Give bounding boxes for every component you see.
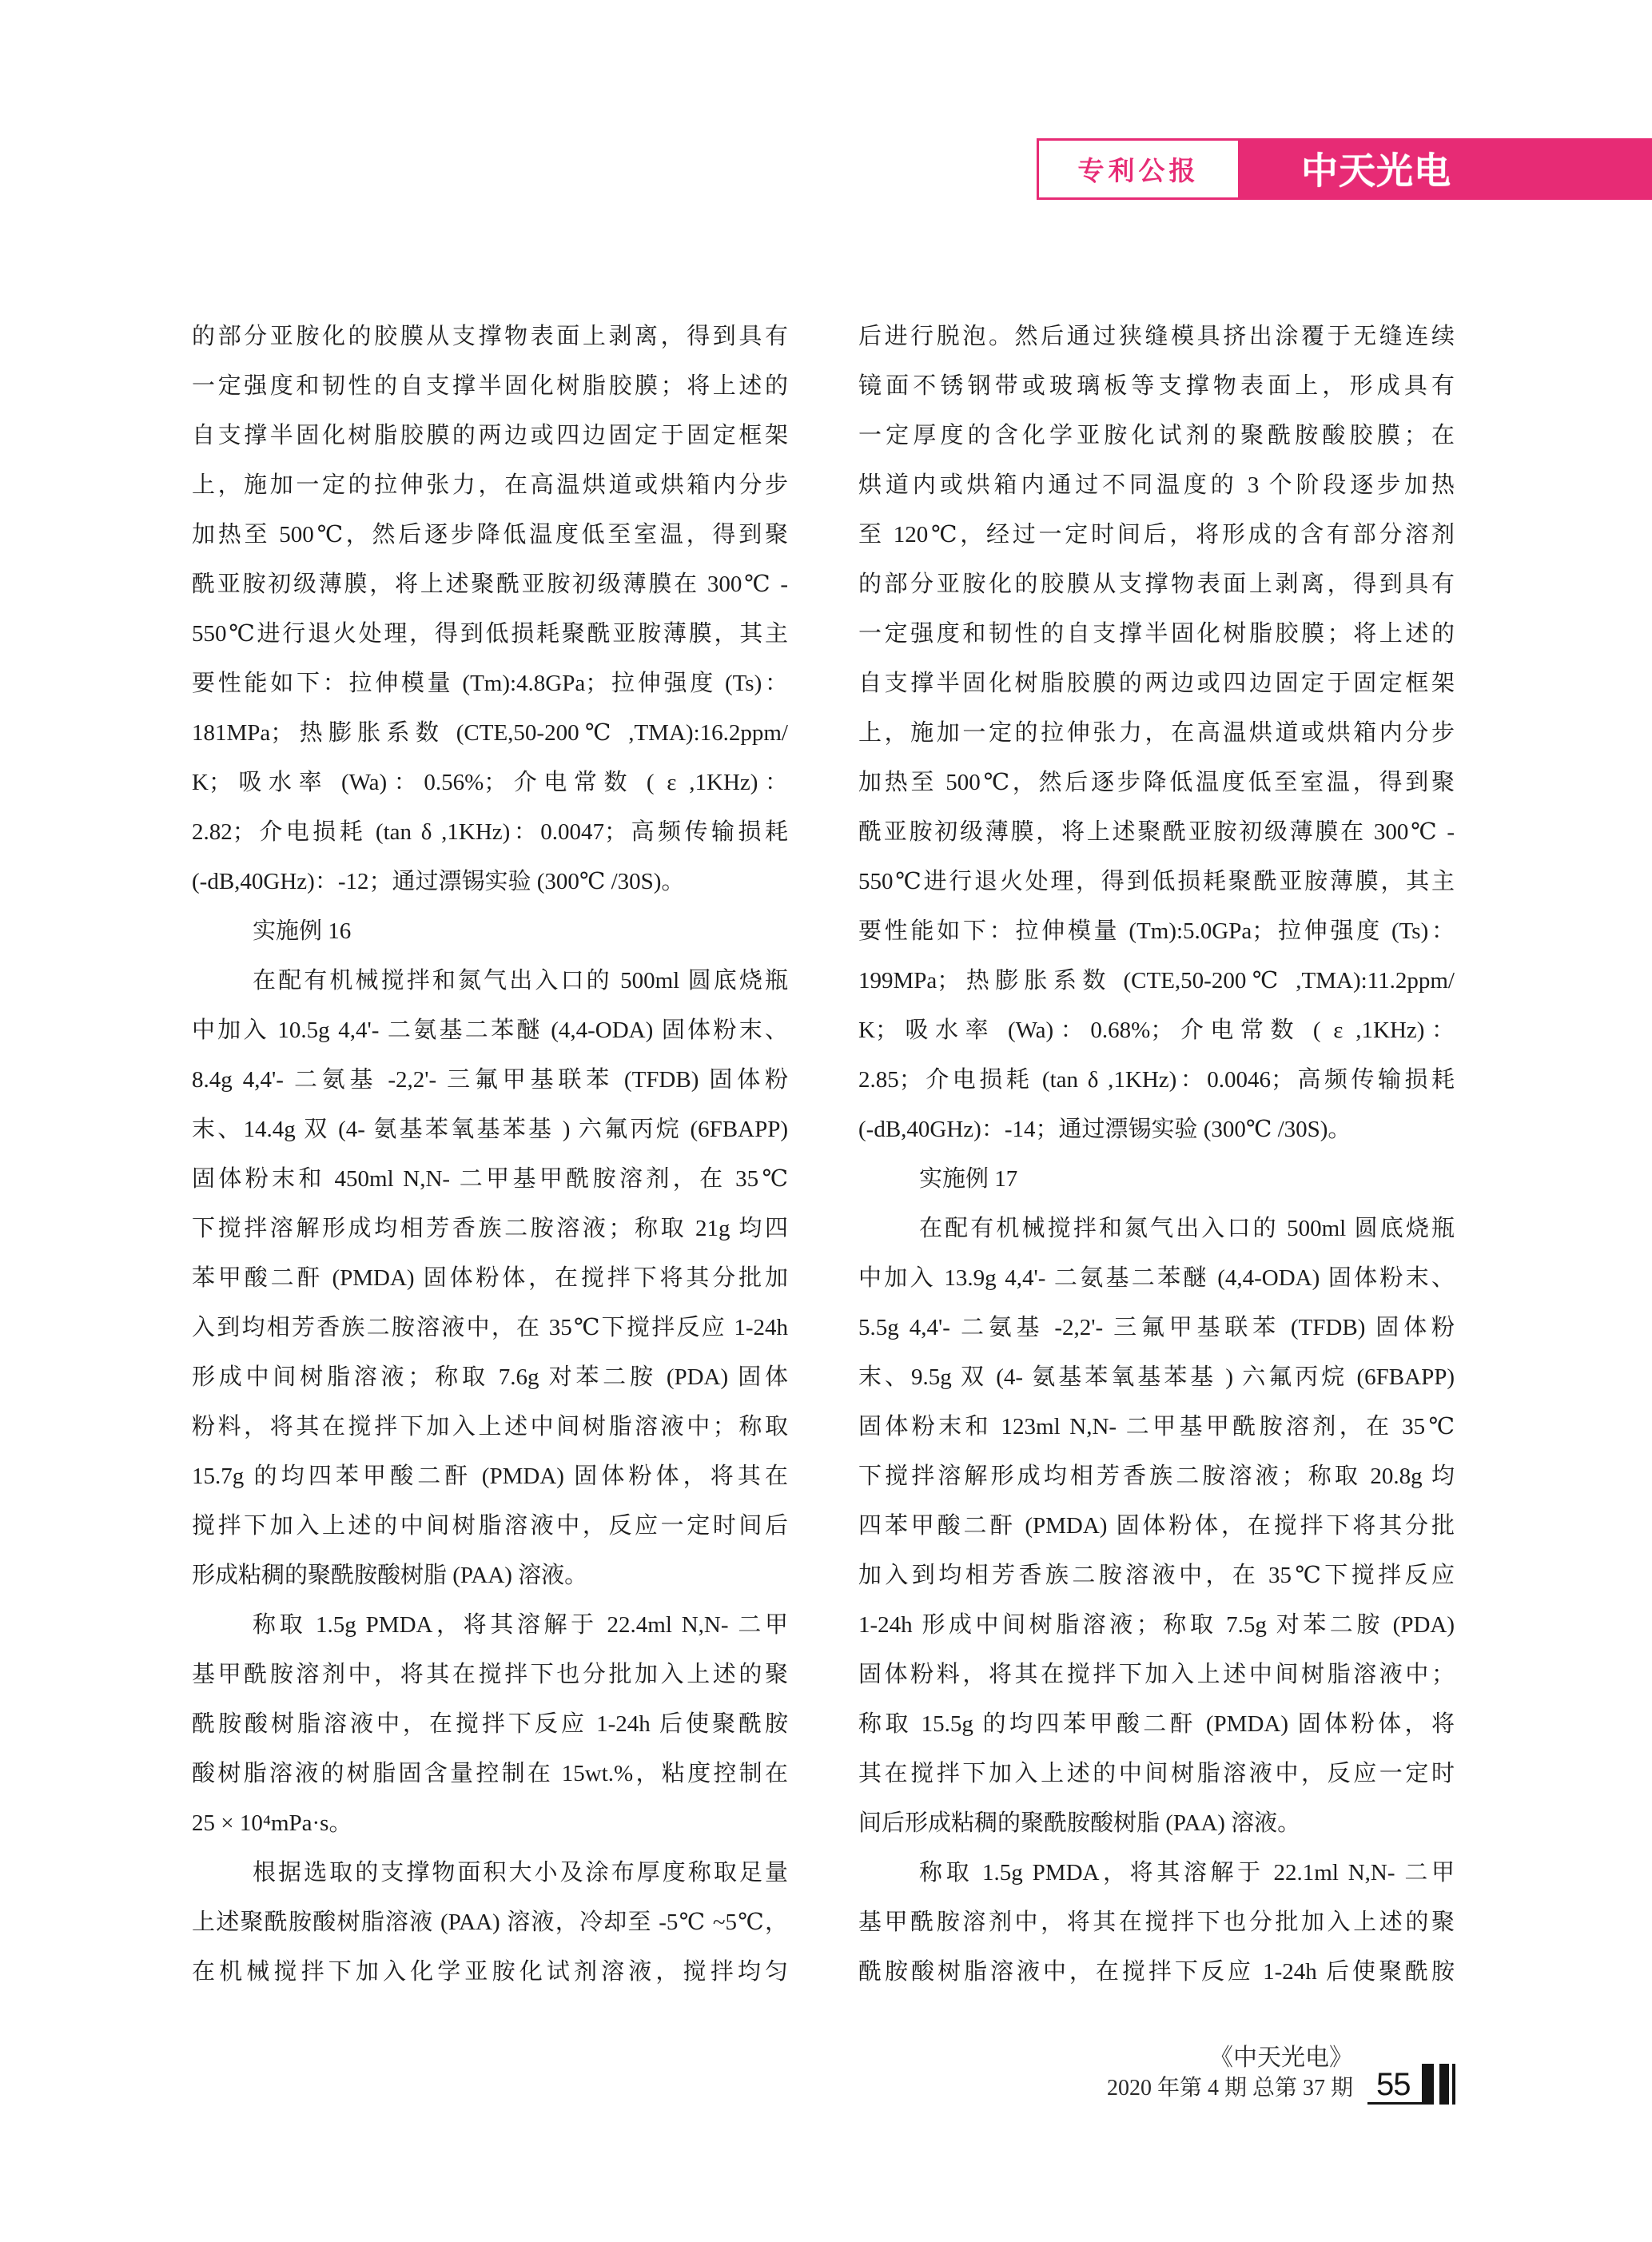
journal-meta	[1107, 2043, 1353, 2104]
text-line: 要性能如下：拉伸模量 (Tm):5.0GPa；拉伸强度 (Ts)：	[858, 918, 1455, 944]
text-line: 15.7g 的均四苯甲酸二酐 (PMDA) 固体粉体，将其在	[192, 1463, 788, 1489]
text-line: 1-24h 形成中间树脂溶液；称取 7.5g 对苯二胺 (PDA)	[858, 1612, 1455, 1638]
text-line: 25 × 10⁴mPa·s。	[192, 1810, 352, 1836]
text-line: 加入到均相芳香族二胺溶液中，在 35℃下搅拌反应	[858, 1563, 1455, 1588]
text-line: 的部分亚胺化的胶膜从支撑物表面上剥离，得到具有	[192, 324, 788, 349]
text-line: 至 120℃，经过一定时间后，将形成的含有部分溶剂	[858, 522, 1455, 548]
text-line: 上，施加一定的拉伸张力，在高温烘道或烘箱内分步	[192, 472, 788, 498]
text-line: 四苯甲酸二酐 (PMDA) 固体粉体，在搅拌下将其分批	[858, 1513, 1455, 1539]
text-line: 酰亚胺初级薄膜，将上述聚酰亚胺初级薄膜在 300℃ -	[192, 571, 788, 597]
text-line: 实施例 16	[253, 918, 352, 944]
footer-bar-1	[1422, 2064, 1434, 2105]
text-line: 形成粘稠的聚酰胺酸树脂 (PAA) 溶液。	[192, 1563, 588, 1588]
text-line: 自支撑半固化树脂胶膜的两边或四边固定于固定框架	[858, 671, 1455, 696]
text-line: 称取 1.5g PMDA，将其溶解于 22.4ml N,N- 二甲	[253, 1612, 788, 1638]
text-line: 称取 1.5g PMDA，将其溶解于 22.1ml N,N- 二甲	[919, 1860, 1455, 1886]
text-line: 基甲酰胺溶剂中，将其在搅拌下也分批加入上述的聚	[858, 1909, 1455, 1935]
text-line: 称取 15.5g 的均四苯甲酸二酐 (PMDA) 固体粉体，将	[858, 1711, 1455, 1737]
text-column-right	[858, 312, 1455, 1997]
text-line: 下搅拌溶解形成均相芳香族二胺溶液；称取 20.8g 均	[858, 1463, 1455, 1489]
text-line: 间后形成粘稠的聚酰胺酸树脂 (PAA) 溶液。	[858, 1810, 1301, 1836]
text-line: 搅拌下加入上述的中间树脂溶液中，反应一定时间后	[192, 1513, 788, 1539]
text-line: 苯甲酸二酐 (PMDA) 固体粉体，在搅拌下将其分批加	[192, 1265, 788, 1291]
text-line: 一定厚度的含化学亚胺化试剂的聚酰胺酸胶膜；在	[858, 423, 1455, 448]
text-line: 末、14.4g 双 (4- 氨基苯氧基苯基 ) 六氟丙烷 (6FBAPP)	[192, 1117, 788, 1142]
text-line: 2.85；介电损耗 (tan δ ,1KHz)：0.0046；高频传输损耗	[858, 1067, 1455, 1093]
text-line: 固体粉末和 450ml N,N- 二甲基甲酰胺溶剂，在 35℃	[192, 1166, 788, 1192]
footer-bar-2	[1439, 2064, 1449, 2105]
text-line: 加热至 500℃，然后逐步降低温度低至室温，得到聚	[192, 522, 788, 548]
text-line: 5.5g 4,4'- 二氨基 -2,2'- 三氟甲基联苯 (TFDB) 固体粉	[858, 1315, 1455, 1340]
text-line: 在机械搅拌下加入化学亚胺化试剂溶液，搅拌均匀	[192, 1959, 788, 1985]
text-line: 固体粉料，将其在搅拌下加入上述中间树脂溶液中；	[858, 1662, 1455, 1687]
text-line: 加热至 500℃，然后逐步降低温度低至室温，得到聚	[858, 770, 1455, 795]
text-line: (-dB,40GHz)：-14；通过漂锡实验 (300℃ /30S)。	[858, 1117, 1351, 1142]
text-line: K；吸水率 (Wa)：0.56%；介电常数 ( ε ,1KHz)：	[192, 770, 788, 795]
text-line: 入到均相芳香族二胺溶液中，在 35℃下搅拌反应 1-24h	[192, 1315, 788, 1340]
text-line: 镜面不锈钢带或玻璃板等支撑物表面上，形成具有	[858, 373, 1455, 399]
text-line: 下搅拌溶解形成均相芳香族二胺溶液；称取 21g 均四	[192, 1216, 788, 1241]
footer-bar-3	[1452, 2064, 1455, 2105]
patent-gazette-badge	[1037, 138, 1240, 200]
text-line: (-dB,40GHz)：-12；通过漂锡实验 (300℃ /30S)。	[192, 869, 685, 894]
text-line: 酰亚胺初级薄膜，将上述聚酰亚胺初级薄膜在 300℃ -	[858, 819, 1455, 845]
text-line: K；吸水率 (Wa)：0.68%；介电常数 ( ε ,1KHz)：	[858, 1017, 1455, 1043]
text-line: 181MPa；热膨胀系数 (CTE,50-200℃ ,TMA):16.2ppm/	[192, 720, 788, 746]
text-line: 实施例 17	[919, 1166, 1018, 1192]
text-line: 2.82；介电损耗 (tan δ ,1KHz)：0.0047；高频传输损耗	[192, 819, 788, 845]
text-line: 固体粉末和 123ml N,N- 二甲基甲酰胺溶剂，在 35℃	[858, 1414, 1455, 1440]
badge-label: 专利公报	[1077, 156, 1200, 185]
text-line: 酸树脂溶液的树脂固含量控制在 15wt.%，粘度控制在	[192, 1761, 788, 1786]
text-line: 199MPa；热膨胀系数 (CTE,50-200℃ ,TMA):11.2ppm/	[858, 968, 1455, 994]
text-line: 粉料，将其在搅拌下加入上述中间树脂溶液中；称取	[192, 1414, 788, 1440]
text-line: 的部分亚胺化的胶膜从支撑物表面上剥离，得到具有	[858, 571, 1455, 597]
text-column-left	[192, 312, 788, 1997]
text-line: 在配有机械搅拌和氮气出入口的 500ml 圆底烧瓶	[253, 968, 788, 994]
journal-issue: 2020 年第 4 期 总第 37 期	[1106, 2076, 1353, 2101]
text-line: 一定强度和韧性的自支撑半固化树脂胶膜；将上述的	[192, 373, 788, 399]
text-line: 后进行脱泡。然后通过狭缝模具挤出涂覆于无缝连续	[858, 324, 1455, 349]
text-line: 自支撑半固化树脂胶膜的两边或四边固定于固定框架	[192, 423, 788, 448]
text-line: 末、9.5g 双 (4- 氨基苯氧基苯基 ) 六氟丙烷 (6FBAPP)	[858, 1364, 1455, 1390]
text-line: 烘道内或烘箱内通过不同温度的 3 个阶段逐步加热	[858, 472, 1455, 498]
brand-logo-text: 中天光电	[1301, 150, 1451, 192]
page-number: 55	[1376, 2067, 1411, 2102]
text-line: 上，施加一定的拉伸张力，在高温烘道或烘箱内分步	[858, 720, 1455, 746]
text-line: 根据选取的支撑物面积大小及涂布厚度称取足量	[253, 1860, 788, 1886]
brand-bar	[1240, 138, 1652, 200]
text-line: 一定强度和韧性的自支撑半固化树脂胶膜；将上述的	[858, 621, 1455, 647]
text-line: 上述聚酰胺酸树脂溶液 (PAA) 溶液，冷却至 -5℃ ~5℃，	[192, 1909, 788, 1935]
journal-name: 《中天光电》	[1209, 2045, 1353, 2071]
text-line: 550℃进行退火处理，得到低损耗聚酰亚胺薄膜，其主	[858, 869, 1455, 894]
text-line: 中加入 13.9g 4,4'- 二氨基二苯醚 (4,4-ODA) 固体粉末、	[858, 1265, 1455, 1291]
text-line: 其在搅拌下加入上述的中间树脂溶液中，反应一定时	[858, 1761, 1455, 1786]
text-line: 形成中间树脂溶液；称取 7.6g 对苯二胺 (PDA) 固体	[192, 1364, 788, 1390]
text-line: 550℃进行退火处理，得到低损耗聚酰亚胺薄膜，其主	[192, 621, 788, 647]
text-line: 酰胺酸树脂溶液中，在搅拌下反应 1-24h 后使聚酰胺	[858, 1959, 1455, 1985]
page-number-rule	[1367, 2102, 1422, 2105]
text-line: 酰胺酸树脂溶液中，在搅拌下反应 1-24h 后使聚酰胺	[192, 1711, 788, 1737]
text-line: 8.4g 4,4'- 二氨基 -2,2'- 三氟甲基联苯 (TFDB) 固体粉	[192, 1067, 788, 1093]
text-line: 要性能如下：拉伸模量 (Tm):4.8GPa；拉伸强度 (Ts)：	[192, 671, 788, 696]
text-line: 在配有机械搅拌和氮气出入口的 500ml 圆底烧瓶	[919, 1216, 1455, 1241]
text-line: 基甲酰胺溶剂中，将其在搅拌下也分批加入上述的聚	[192, 1662, 788, 1687]
text-line: 中加入 10.5g 4,4'- 二氨基二苯醚 (4,4-ODA) 固体粉末、	[192, 1017, 788, 1043]
